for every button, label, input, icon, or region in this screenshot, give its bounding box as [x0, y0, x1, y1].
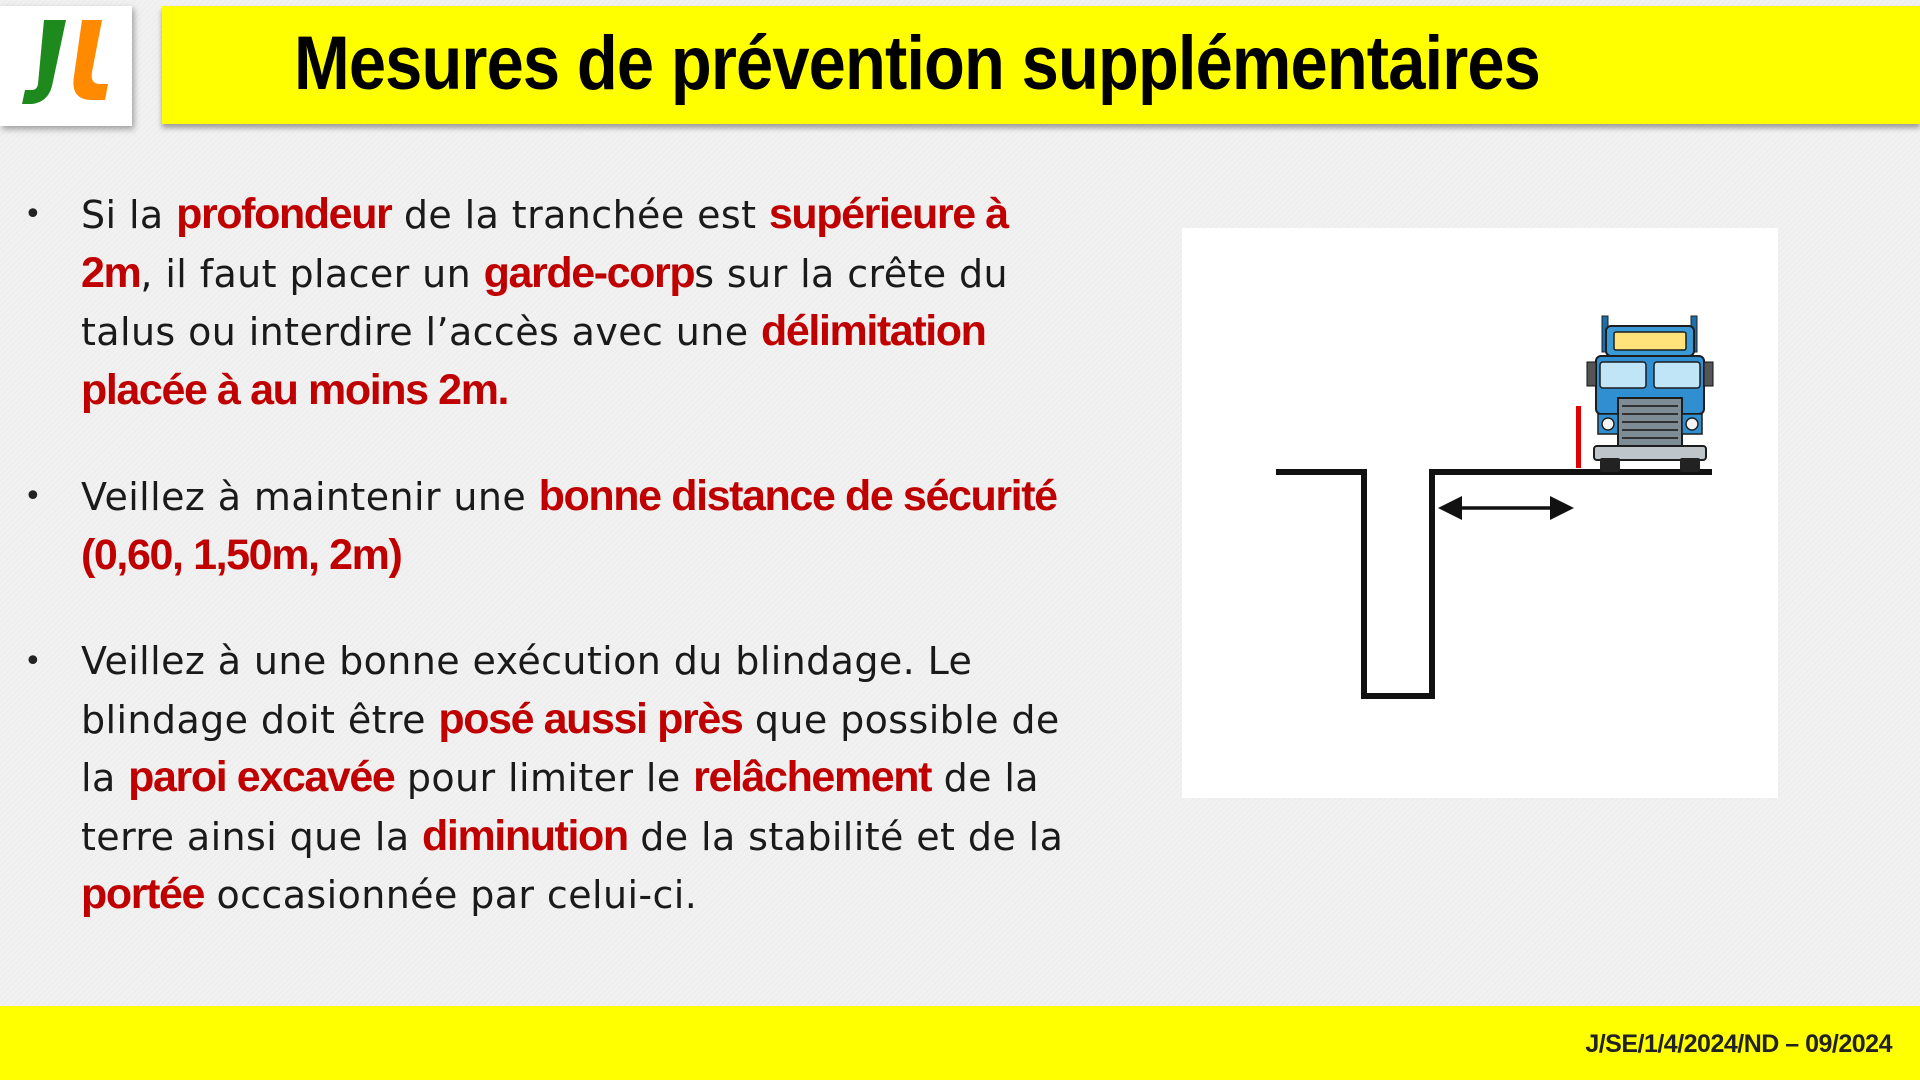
text-segment: occasionnée par celui-ci.	[204, 873, 698, 917]
barrier-post-icon	[1576, 406, 1581, 468]
jl-logo-icon	[0, 6, 132, 126]
text-segment: de la terre ainsi que la	[81, 756, 1039, 859]
highlight-text: supérieure à 2m	[81, 190, 1008, 297]
bullet-list	[24, 186, 1064, 925]
bullet-item-distance	[24, 468, 1064, 585]
highlight-text: profondeur	[176, 190, 392, 238]
text-segment: , il faut placer un	[140, 251, 484, 296]
trench-outline-icon	[1276, 472, 1712, 696]
highlight-text: paroi excavée	[128, 753, 395, 801]
text-segment: de la tranchée est	[391, 193, 769, 237]
trench-illustration	[1182, 228, 1778, 798]
distance-arrow-icon	[1438, 496, 1574, 520]
bullet-icon: •	[24, 479, 43, 514]
highlight-text: relâchement	[693, 753, 932, 801]
text-segment: pour limiter le	[394, 756, 694, 800]
text-segment: s sur la crête du talus ou interdire l’accès avec une	[81, 251, 1009, 354]
text-segment: Veillez à une bonne exécution du blindage. Le blindage doit être	[81, 639, 973, 742]
company-logo	[0, 6, 132, 126]
text-segment: Si la	[81, 193, 177, 237]
text-segment: Veillez à maintenir une	[81, 475, 539, 519]
highlight-text: garde-corp	[483, 248, 695, 297]
bullet-icon: •	[24, 644, 43, 679]
document-reference: J/SE/1/4/2024/ND – 09/2024	[1585, 1030, 1892, 1058]
highlight-text: portée	[81, 870, 205, 918]
page-title: Mesures de prévention supplémentaires	[294, 21, 1540, 106]
highlight-text: délimitation placée à au moins 2m.	[81, 307, 986, 414]
highlight-text: bonne distance de sécurité (0,60, 1,50m, 2m)	[81, 472, 1057, 579]
text-segment: de la stabilité et de la	[627, 814, 1064, 859]
bullet-item-depth	[24, 186, 1064, 420]
footer-bar	[0, 1006, 1920, 1080]
text-segment: que possible de la	[81, 697, 1060, 800]
trench-diagram	[1182, 228, 1778, 798]
bullet-icon: •	[24, 197, 43, 232]
highlight-text: posé aussi près	[438, 694, 743, 743]
truck-icon	[1587, 316, 1713, 472]
title-bar	[162, 6, 1920, 124]
bullet-item-shoring	[24, 633, 1064, 925]
highlight-text: diminution	[422, 811, 628, 860]
